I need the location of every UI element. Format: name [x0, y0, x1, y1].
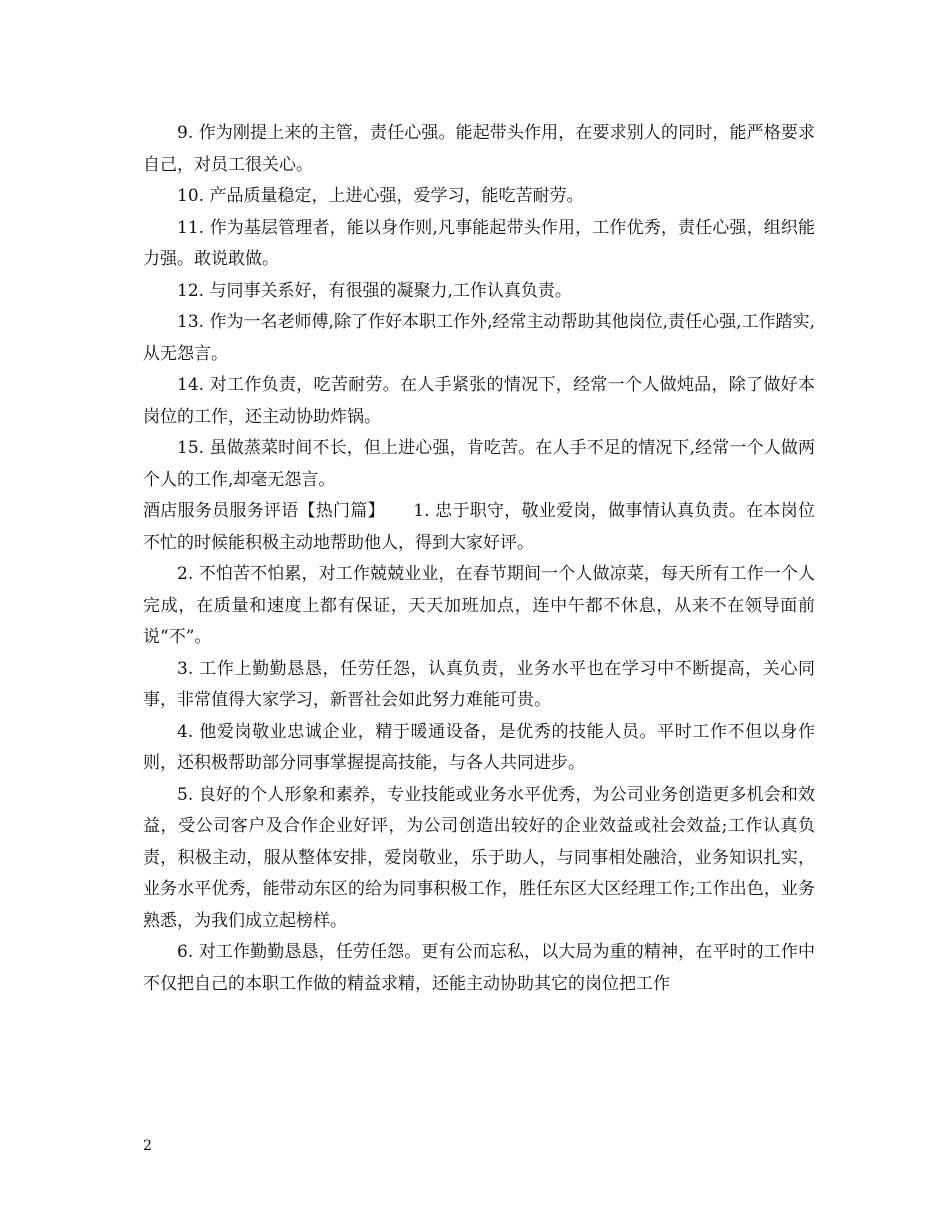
paragraph-15: 15. 虽做蒸菜时间不长，但上进心强，肯吃苦。在人手不足的情况下,经常一个人做两个人的工作,却毫无怨言。 — [143, 438, 815, 490]
paragraph-5: 5. 良好的个人形象和素养，专业技能或业务水平优秀，为公司业务创造更多机会和效益，受公司客户及合作企业好评，为公司创造出较好的企业效益或社会效益;工作认真负责，积极主动，服从整体安排，爱岗敬业，乐于助人，与同事相处融洽，业务知识扎实，业务水平优秀，能带动东区的给为同事积极工作，胜任东区大区经理工作;工作出色，业务熟悉，为我们成立起榜样。 — [143, 784, 815, 931]
paragraph-12: 12. 与同事关系好，有很强的凝聚力,工作认真负责。 — [177, 280, 572, 301]
section-heading-paragraph-1: 酒店服务员服务评语【热门篇】 1. 忠于职守，敬业爱岗，做事情认真负责。在本岗位不忙的时候能积极主动地帮助他人，得到大家好评。 — [143, 501, 815, 553]
document-body — [143, 118, 815, 1000]
paragraph-10: 10. 产品质量稳定，上进心强，爱学习，能吃苦耐劳。 — [177, 186, 584, 206]
paragraph-9: 9. 作为刚提上来的主管，责任心强。能起带头作用，在要求别人的同时，能严格要求自己，对员工很关心。 — [143, 123, 815, 175]
paragraph-2: 2. 不怕苦不怕累，对工作兢兢业业，在春节期间一个人做凉菜，每天所有工作一个人完成，在质量和速度上都有保证，天天加班加点，连中午都不休息，从来不在领导面前说“不”。 — [143, 564, 815, 647]
paragraph-13: 13. 作为一名老师傅,除了作好本职工作外,经常主动帮助其他岗位,责任心强,工作踏实,从无怨言。 — [143, 312, 815, 364]
paragraph-14: 14. 对工作负责，吃苦耐劳。在人手紧张的情况下，经常一个人做炖品，除了做好本岗位的工作，还主动协助炸锅。 — [143, 375, 815, 427]
paragraph-4: 4. 他爱岗敬业忠诚企业，精于暖通设备，是优秀的技能人员。平时工作不但以身作则，还积极帮助部分同事掌握提高技能，与各人共同进步。 — [143, 721, 815, 773]
paragraph-11: 11. 作为基层管理者，能以身作则,凡事能起带头作用，工作优秀，责任心强，组织能力强。敢说敢做。 — [143, 217, 815, 269]
page-number: 2 — [143, 1138, 152, 1154]
paragraph-6: 6. 对工作勤勤恳恳，任劳任怨。更有公而忘私，以大局为重的精神，在平时的工作中不仅把自己的本职工作做的精益求精，还能主动协助其它的岗位把工作 — [143, 942, 815, 994]
paragraph-3: 3. 工作上勤勤恳恳，任劳任怨，认真负责，业务水平也在学习中不断提高，关心同事，非常值得大家学习，新晋社会如此努力难能可贵。 — [143, 658, 815, 710]
